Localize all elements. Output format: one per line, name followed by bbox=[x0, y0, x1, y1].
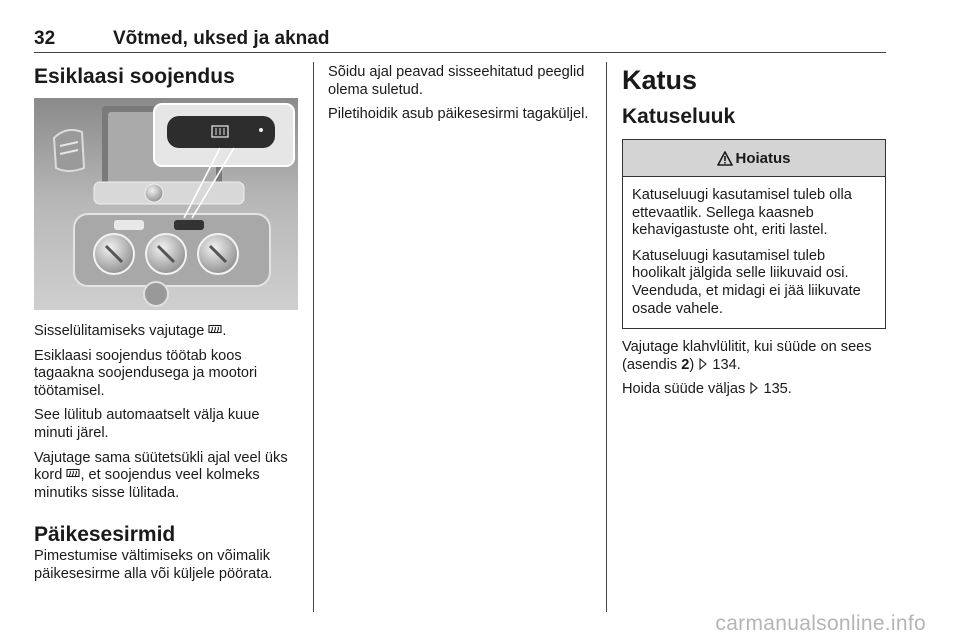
page-reference-arrow-icon bbox=[698, 358, 708, 370]
section-title-sun-visors: Päikesesirmid bbox=[34, 523, 176, 547]
warning-body bbox=[623, 177, 885, 328]
page-reference-arrow-icon bbox=[749, 382, 759, 394]
subsection-heading-sunroof: Katuseluuk bbox=[622, 105, 736, 128]
paragraph: Sisselülitamiseks vajutage . bbox=[34, 323, 227, 339]
section-title-windscreen-heating: Esiklaasi soojendus bbox=[34, 65, 235, 88]
page-reference-link[interactable]: 135. bbox=[763, 381, 792, 398]
column-right bbox=[622, 64, 886, 406]
column-left bbox=[34, 64, 299, 591]
chapter-title: Võtmed, uksed ja aknad bbox=[113, 28, 330, 49]
page-number: 32 bbox=[34, 28, 56, 49]
paragraph: See lülitub automaatselt välja kuue minuti järel. bbox=[34, 407, 260, 441]
rear-window-heater-icon bbox=[66, 468, 80, 480]
paragraph: Katuseluugi kasutamisel tuleb hoolikalt jälgida selle liikuvaid osi. Veenduda, et midagi ei jää liikuvate osade vahele. bbox=[632, 247, 861, 317]
dashboard-illustration bbox=[34, 98, 298, 310]
watermark: carmanualsonline.info bbox=[715, 612, 926, 635]
page-reference-link[interactable]: 134. bbox=[712, 356, 741, 373]
paragraph: Esiklaasi soojendus töötab koos tagaakna soojendusega ja mootori töötamisel. bbox=[34, 347, 258, 399]
section-heading-roof: Katus bbox=[622, 65, 698, 95]
paragraph: Sõidu ajal peavad sisseehitatud peeglid olema suletud. bbox=[328, 64, 585, 98]
paragraph: Hoida süüde väljas 135. bbox=[622, 381, 792, 398]
warning-label: Hoiatus bbox=[735, 149, 791, 167]
column-divider bbox=[313, 62, 314, 612]
paragraph: Vajutage sama süütetsükli ajal veel üks kord , et soojendus veel kolmeks minutiks sisse lülitada. bbox=[34, 449, 288, 501]
paragraph: Pimestumise vältimiseks on võimalik päikesesirme alla või küljele pöörata. bbox=[34, 548, 273, 582]
warning-triangle-icon bbox=[717, 151, 733, 166]
page-header bbox=[34, 26, 886, 53]
rear-window-heater-icon bbox=[208, 324, 222, 336]
paragraph: Vajutage klahvlülitit, kui süüde on sees (asendis 2) 134. bbox=[622, 339, 872, 373]
column-divider bbox=[606, 62, 607, 612]
paragraph: Piletihoidik asub päikesesirmi tagaküljel. bbox=[328, 106, 589, 123]
warning-box bbox=[622, 139, 886, 329]
warning-header bbox=[623, 140, 885, 177]
column-middle bbox=[328, 64, 593, 131]
paragraph: Katuseluugi kasutamisel tuleb olla ettevaatlik. Sellega kaasneb kehavigastuste oht, eriti lastel. bbox=[632, 187, 852, 239]
